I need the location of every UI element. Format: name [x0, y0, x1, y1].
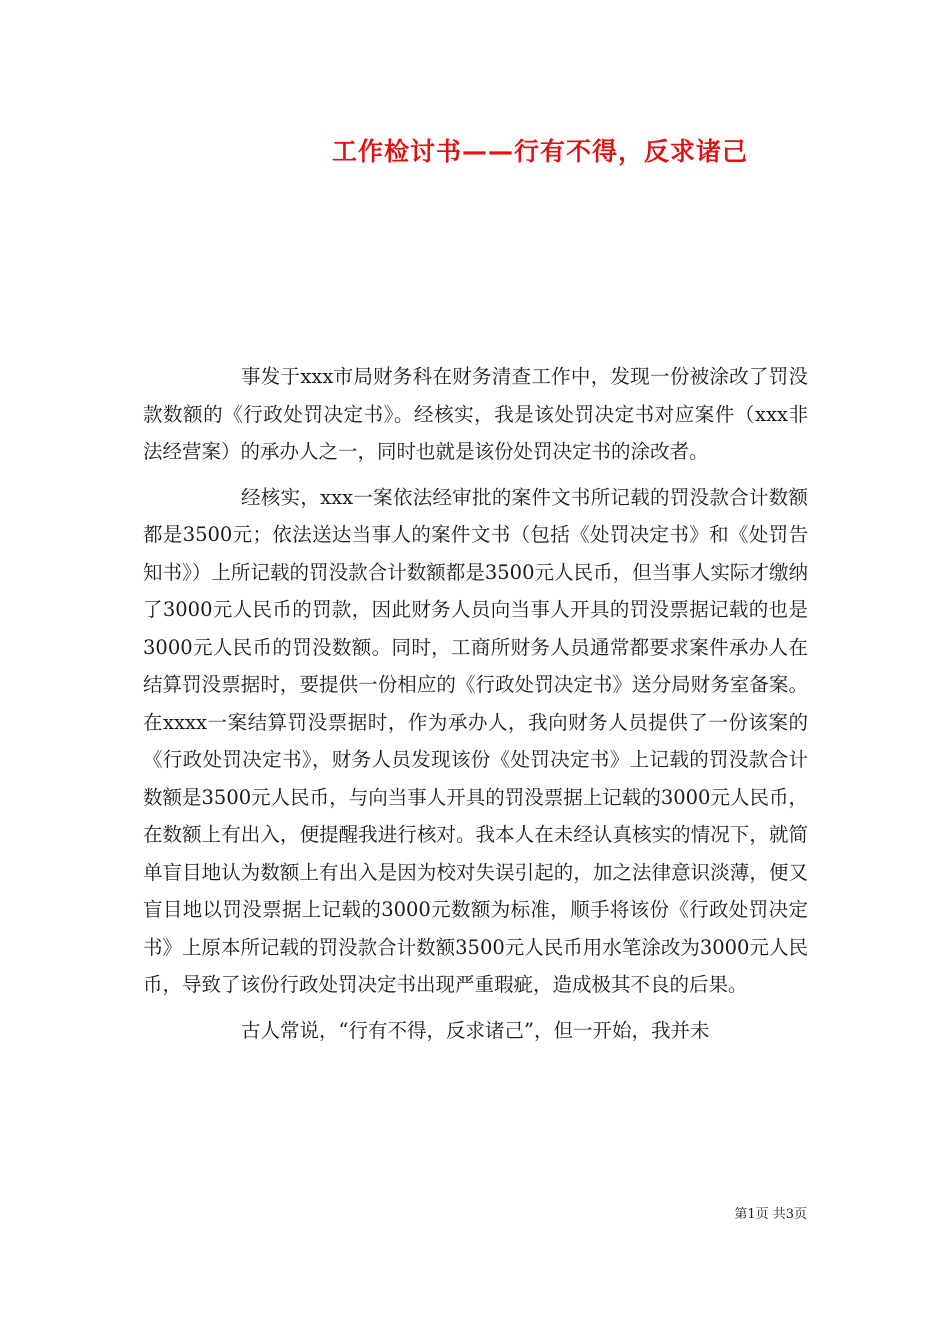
page-number: 第1页 共3页 [734, 1207, 807, 1222]
document-title: 工作检讨书——行有不得，反求诸己 [331, 137, 748, 166]
paragraph-1: 事发于xxx市局财务科在财务清查工作中，发现一份被涂改了罚没款数额的《行政处罚决定书》。经核实，我是该处罚决定书对应案件（xxx非法经营案）的承办人之一，同时也就是该份处罚决定书的涂改者。 [143, 365, 808, 463]
paragraph-2: 经核实，xxx一案依法经审批的案件文书所记载的罚没款合计数额都是3500元；依法送达当事人的案件文书（包括《处罚决定书》和《处罚告知书》）上所记载的罚没款合计数额都是3500元人民币，但当事人实际才缴纳了3000元人民币的罚款，因此财务人员向当事人开具的罚没票据记载的也是3000元人民币的罚没数额。同时，工商所财务人员通常都要求案件承办人在结算罚没票据时，要提供一份相应的《行政处罚决定书》送分局财务室备案。在xxxx一案结算罚没票据时，作为承办人，我向财务人员提供了一份该案的《行政处罚决定书》，财务人员发现该份《处罚决定书》上记载的罚没款合计数额是3500元人民币，与向当事人开具的罚没票据上记载的3000元人民币，在数额上有出入，便提醒我进行核对。我本人在未经认真核实的情况下，就简单盲目地认为数额上有出入是因为校对失误引起的，加之法律意识淡薄，便又盲目地以罚没票据上记载的3000元数额为标准，顺手将该份《行政处罚决定书》上原本所记载的罚没款合计数额3500元人民币用水笔涂改为3000元人民币，导致了该份行政处罚决定书出现严重瑕疵，造成极其不良的后果。 [143, 485, 808, 996]
paragraph-3: 古人常说，“行有不得，反求诸己”，但一开始，我并未 [241, 1018, 710, 1042]
document-body [143, 358, 808, 1057]
